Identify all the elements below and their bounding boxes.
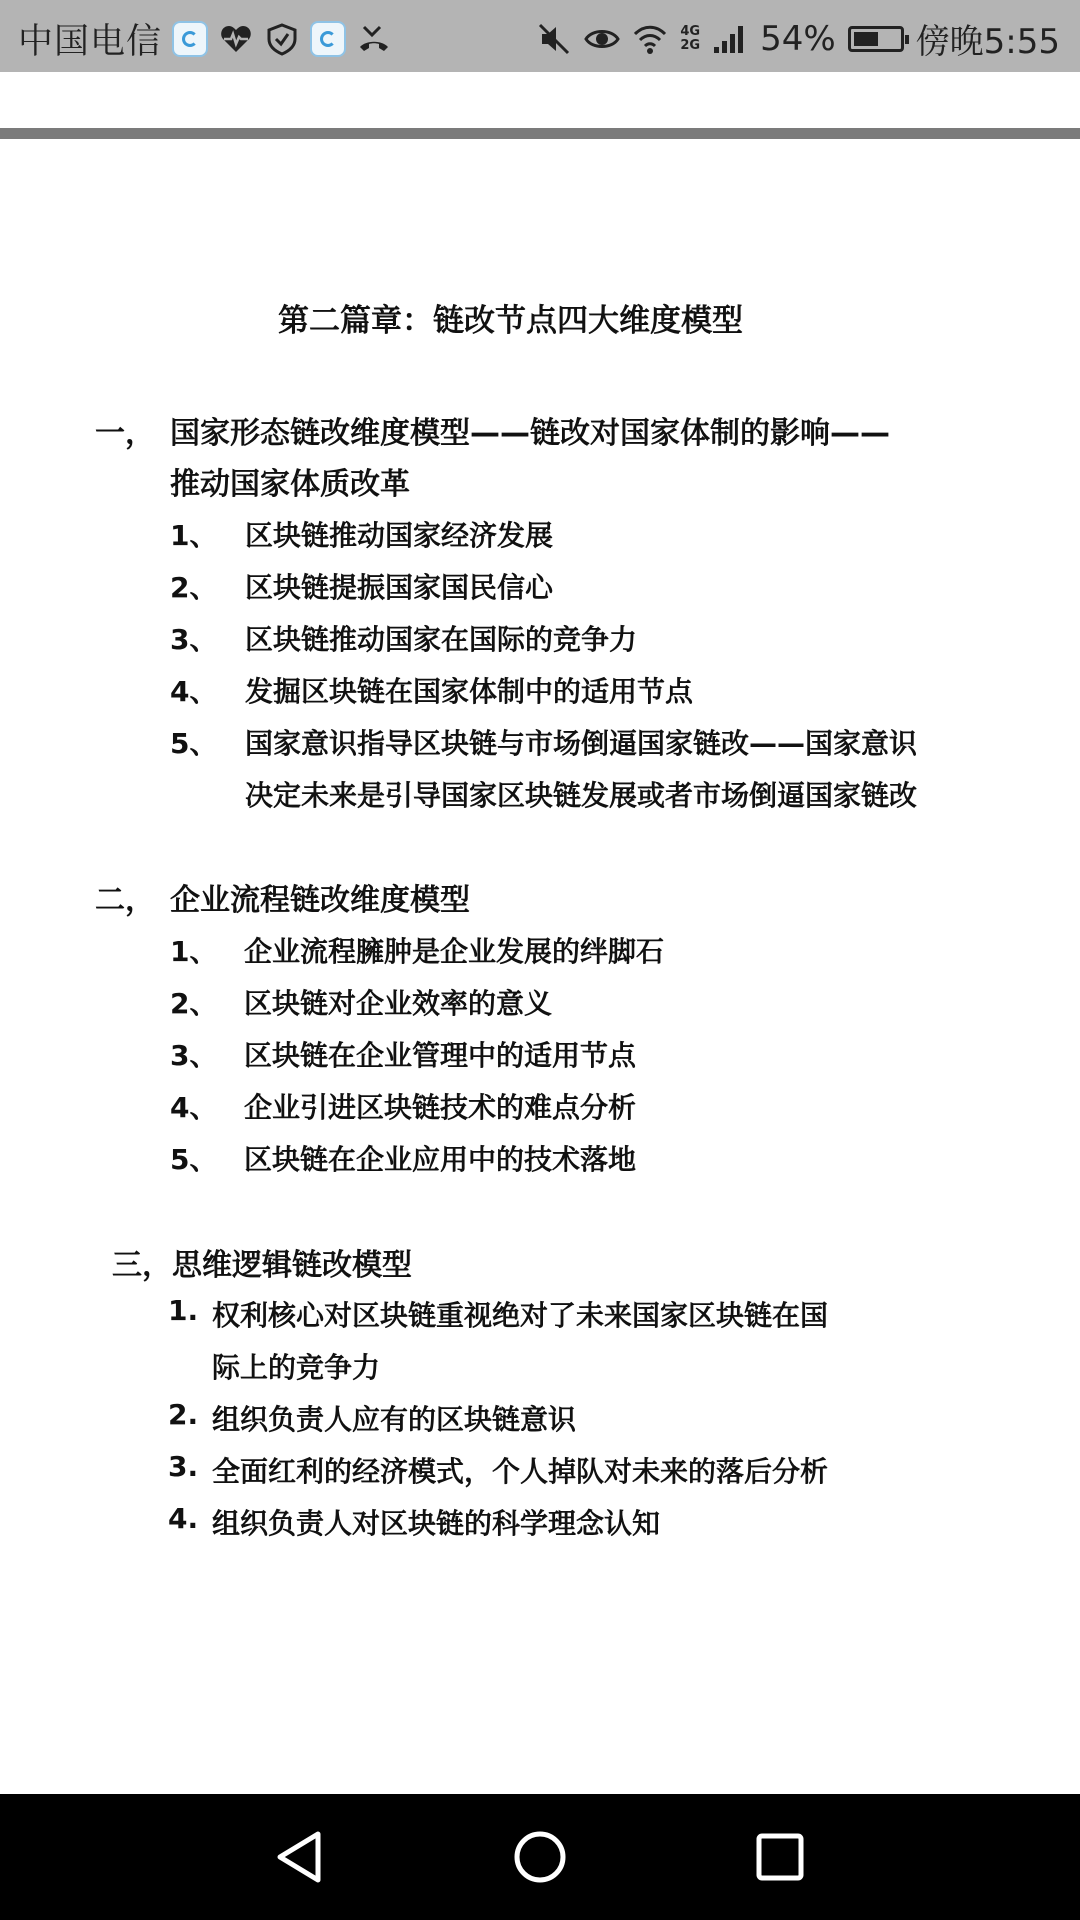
list-item-number: 3.	[168, 1450, 199, 1483]
carrier-label: 中国电信	[18, 22, 163, 62]
list-item-number: 3、	[170, 623, 218, 656]
list-item-number: 2.	[168, 1398, 199, 1431]
status-left	[18, 14, 392, 64]
status-right	[536, 14, 1060, 63]
app-notification-icon	[310, 21, 346, 57]
section-marker: 一，	[95, 416, 155, 451]
page-title: 第二篇章：链改节点四大维度模型	[278, 303, 743, 339]
network-type-label	[680, 25, 700, 53]
section-heading: 企业流程链改维度模型	[170, 883, 470, 918]
status-bar	[0, 0, 1080, 72]
list-item-continuation: 际上的竞争力	[212, 1351, 381, 1384]
back-icon[interactable]	[266, 1822, 336, 1892]
network-bottom-label: 2G	[680, 37, 701, 53]
list-item-number: 1、	[170, 935, 218, 968]
navigation-bar	[0, 1794, 1080, 1920]
list-item: 权利核心对区块链重视绝对了未来国家区块链在国	[212, 1299, 829, 1332]
list-item: 区块链推动国家经济发展	[245, 519, 554, 552]
list-item-number: 4、	[170, 675, 218, 708]
top-divider	[0, 128, 1080, 139]
list-item-number: 4.	[168, 1502, 199, 1535]
section-heading: 推动国家体质改革	[170, 467, 410, 502]
list-item-number: 5、	[170, 727, 218, 760]
list-item-number: 4、	[170, 1091, 218, 1124]
shield-icon	[264, 21, 300, 57]
list-item: 组织负责人应有的区块链意识	[212, 1403, 577, 1436]
section-heading: 三，思维逻辑链改模型	[112, 1248, 412, 1283]
battery-icon	[848, 26, 904, 52]
signal-icon	[712, 21, 748, 57]
heart-rate-icon	[218, 21, 254, 57]
list-item-number: 1.	[168, 1294, 199, 1327]
battery-percent: 54%	[760, 18, 836, 59]
network-top-label: 4G	[680, 23, 701, 39]
mute-icon	[536, 21, 572, 57]
missed-call-icon	[356, 21, 392, 57]
battery-fill	[854, 32, 878, 46]
list-item: 组织负责人对区块链的科学理念认知	[212, 1507, 661, 1540]
list-item: 区块链提振国家国民信心	[245, 571, 554, 604]
list-item: 全面红利的经济模式，个人掉队对未来的落后分析	[212, 1455, 829, 1488]
list-item: 发掘区块链在国家体制中的适用节点	[245, 675, 694, 708]
list-item-number: 2、	[170, 987, 218, 1020]
list-item-number: 5、	[170, 1143, 218, 1176]
list-item: 国家意识指导区块链与市场倒逼国家链改——国家意识	[245, 727, 918, 760]
section-marker: 二，	[95, 883, 155, 918]
list-item-number: 2、	[170, 571, 218, 604]
list-item: 企业引进区块链技术的难点分析	[244, 1091, 637, 1124]
app-notification-icon	[172, 21, 208, 57]
section-heading: 国家形态链改维度模型——链改对国家体制的影响——	[170, 416, 890, 451]
list-item: 区块链对企业效率的意义	[244, 987, 553, 1020]
clock: 傍晚5:55	[915, 22, 1060, 62]
home-icon[interactable]	[505, 1822, 575, 1892]
list-item: 区块链在企业应用中的技术落地	[244, 1143, 637, 1176]
recents-icon[interactable]	[745, 1822, 815, 1892]
list-item-continuation: 决定未来是引导国家区块链发展或者市场倒逼国家链改	[245, 779, 918, 812]
list-item-number: 3、	[170, 1039, 218, 1072]
list-item: 区块链在企业管理中的适用节点	[244, 1039, 637, 1072]
eye-icon	[584, 21, 620, 57]
list-item: 企业流程臃肿是企业发展的绊脚石	[244, 935, 665, 968]
list-item-number: 1、	[170, 519, 218, 552]
list-item: 区块链推动国家在国际的竞争力	[245, 623, 638, 656]
wifi-icon	[632, 21, 668, 57]
